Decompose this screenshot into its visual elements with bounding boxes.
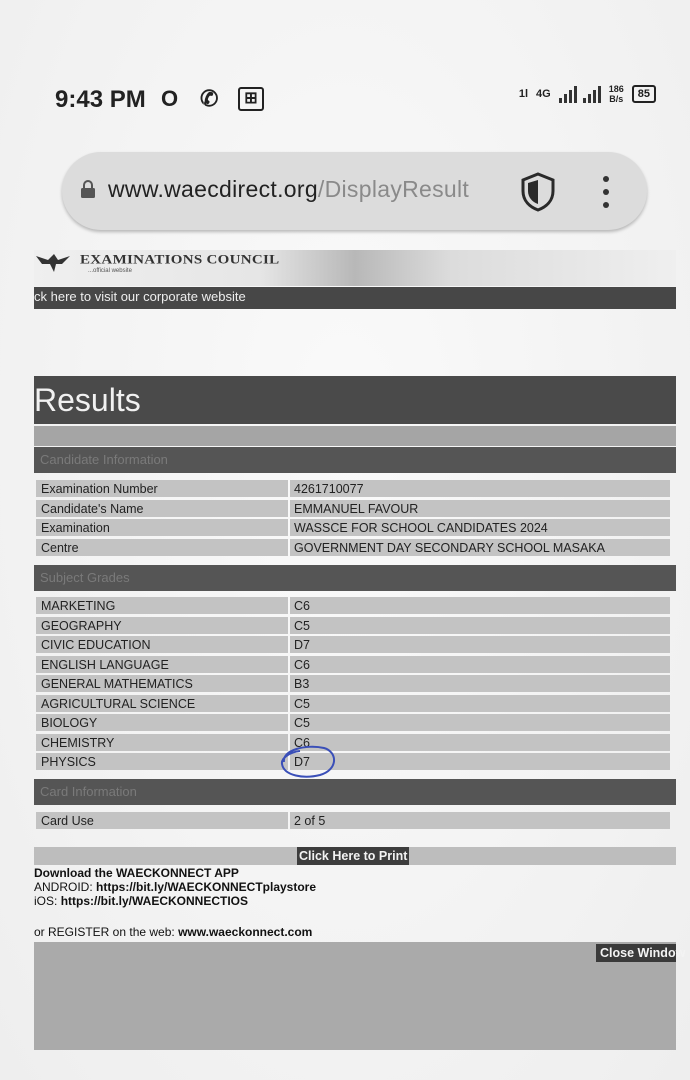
subject-grade: C5: [294, 696, 310, 711]
table-row: [34, 694, 674, 714]
page-title: Results: [34, 382, 141, 418]
candidate-section-label: Candidate Information: [40, 452, 168, 467]
network-type: 4G: [536, 87, 551, 100]
table-row: [34, 733, 674, 753]
table-row: [34, 538, 674, 558]
divider: [34, 426, 676, 446]
table-row: [34, 499, 674, 519]
ios-line: iOS: https://bit.ly/WAECKONNECTIOS: [34, 894, 249, 908]
org-name: EXAMINATIONS COUNCIL: [80, 253, 280, 267]
app-icon: ⊞: [238, 87, 264, 111]
shield-icon[interactable]: [520, 172, 556, 212]
android-link[interactable]: https://bit.ly/WAECKONNECTplaystore: [96, 880, 317, 894]
card-use-label: Card Use: [41, 814, 94, 828]
card-section-label: Card Information: [40, 784, 137, 799]
register-line: or REGISTER on the web: www.waeckonnect.com: [34, 925, 313, 939]
subject-grade: C5: [294, 618, 310, 633]
subject-name: AGRICULTURAL SCIENCE: [41, 696, 196, 711]
org-subtitle: ...official website: [88, 268, 132, 274]
volte-icon: 1l: [518, 87, 529, 100]
info-value: 4261710077: [294, 482, 364, 496]
table-row: [34, 752, 674, 772]
card-use-value: 2 of 5: [294, 814, 326, 828]
status-indicators: [519, 84, 656, 104]
android-line: ANDROID: https://bit.ly/WAECKONNECTplaystore: [34, 880, 317, 894]
grades-table: [34, 596, 674, 772]
corporate-website-link[interactable]: ck here to visit our corporate website: [34, 289, 246, 304]
subject-name: PHYSICS: [41, 755, 96, 769]
lock-icon: [80, 180, 96, 198]
subject-name: GENERAL MATHEMATICS: [41, 677, 193, 691]
subject-grade: D7: [294, 755, 310, 769]
subject-grade: C5: [294, 716, 310, 730]
table-row: [34, 655, 674, 675]
close-window-button[interactable]: Close Window: [596, 944, 676, 962]
table-row: [34, 635, 674, 655]
signal-icon: [559, 85, 601, 103]
subject-name: ENGLISH LANGUAGE: [41, 657, 169, 672]
subject-name: CIVIC EDUCATION: [41, 638, 151, 652]
table-row: [34, 596, 674, 616]
address-bar[interactable]: [62, 152, 647, 230]
info-label: Examination: [41, 521, 110, 535]
info-value: EMMANUEL FAVOUR: [294, 501, 419, 516]
grades-section-header: [34, 565, 676, 591]
ios-link[interactable]: https://bit.ly/WAECKONNECTIOS: [60, 894, 249, 908]
table-row: [34, 479, 674, 499]
table-row: [34, 616, 674, 636]
table-row: [34, 518, 674, 538]
candidate-info-table: [34, 479, 674, 557]
register-link[interactable]: www.waeckonnect.com: [178, 925, 313, 939]
url-text[interactable]: www.waecdirect.org/DisplayResult: [108, 176, 470, 202]
grades-section-label: Subject Grades: [40, 570, 130, 585]
subject-name: BIOLOGY: [41, 716, 98, 730]
table-row: [34, 713, 674, 733]
card-info-table: [34, 811, 674, 831]
subject-grade: D7: [294, 638, 310, 652]
info-label: Candidate's Name: [41, 501, 144, 516]
app-promo-title: Download the WAECKONNECT APP: [34, 866, 239, 880]
print-button[interactable]: Click Here to Print: [299, 849, 408, 863]
opera-icon: O: [161, 86, 179, 111]
subject-grade: C6: [294, 599, 310, 613]
whatsapp-icon: ✆: [200, 86, 219, 111]
status-bar: [0, 78, 690, 122]
subject-name: MARKETING: [41, 599, 116, 613]
subject-grade: C6: [294, 735, 310, 750]
table-row: [34, 674, 674, 694]
clock: 9:43 PM: [55, 86, 146, 113]
info-value: WASSCE FOR SCHOOL CANDIDATES 2024: [294, 521, 548, 535]
info-value: GOVERNMENT DAY SECONDARY SCHOOL MASAKA: [294, 540, 605, 555]
subject-name: GEOGRAPHY: [41, 618, 122, 633]
table-row: [34, 811, 674, 831]
subject-grade: C6: [294, 657, 310, 672]
subject-grade: B3: [294, 677, 310, 691]
info-label: Centre: [41, 540, 79, 555]
network-speed: 186 B/s: [608, 84, 624, 104]
waec-logo-icon: [34, 252, 72, 274]
bottom-panel: [34, 942, 676, 1050]
battery-icon: 85: [632, 85, 656, 103]
subject-name: CHEMISTRY: [41, 735, 115, 750]
more-options-icon[interactable]: [603, 176, 609, 208]
info-label: Examination Number: [41, 482, 158, 496]
handwritten-circle: [276, 742, 340, 780]
